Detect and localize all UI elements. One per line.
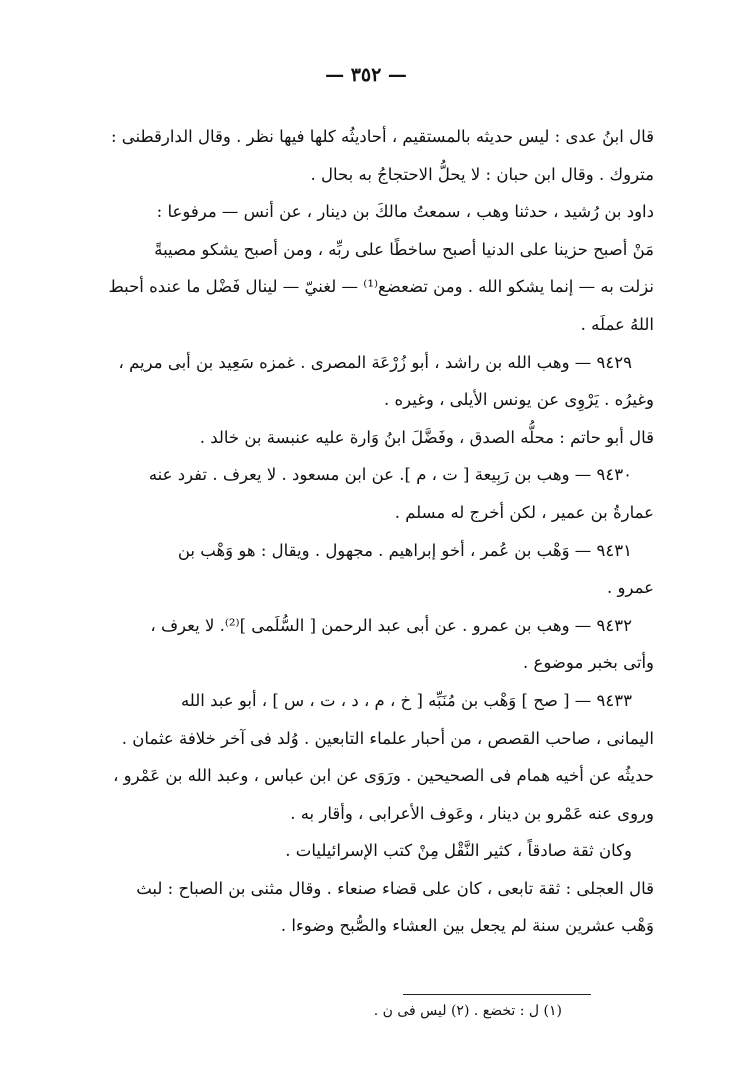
text-line: نزلت به — إنما يشكو الله . ومن تضعضع⁽¹⁾ — لغنيّ — لينال فَضْل ما عنده أحبط: [108, 277, 654, 297]
entry-9432-line: ٩٤٣٢ — وهب بن عمرو . عن أبى عبد الرحمن [ السُّلَمى ]⁽²⁾. لا يعرف ،: [150, 615, 632, 635]
text-line: مَنْ أصبح حزينا على الدنيا أصبح ساخطًا على ربِّه ، ومن أصبح يشكو مصيبةً: [154, 239, 654, 259]
body-text: [99, 118, 654, 945]
text-line: حديثُه عن أخيه همام فى الصحيحين . ورَوَى عن ابن عباس ، وعبد الله بن عَمْرو ،: [113, 766, 654, 786]
text-line: وروى عنه عَمْرو بن دينار ، وعَوف الأعرابى ، وأقار به .: [290, 803, 654, 823]
entry-9429-line: ٩٤٢٩ — وهب الله بن راشد ، أبو زُرْعَة المصرى . غمزه سَعِيد بن أبى مريم ،: [118, 352, 632, 372]
text-line: قال العجلى : ثقة تابعى ، كان على قضاء صنعاء . وقال مثنى بن الصباح : لبث: [136, 878, 654, 898]
entry-9431-line: ٩٤٣١ — وَهْب بن عُمر ، أخو إبراهيم . مجهول . ويقال : هو وَهْب بن: [177, 540, 632, 560]
text-line: داود بن رُشيد ، حدثنا وهب ، سمعتُ مالكَ بن دينار ، عن أنس — مرفوعا :: [156, 202, 654, 222]
text-line: متروك . وقال ابن حبان : لا يحلُّ الاحتجاجُ به بحال .: [310, 164, 654, 184]
text-line: وأتى بخبر موضوع .: [523, 653, 654, 673]
footnote: (١) ل : تخضع . (٢) ليس فى ن .: [373, 1003, 562, 1019]
page-number: — ٣٥٢ —: [325, 64, 407, 86]
text-line: قال ابنُ عدى : ليس حديثه بالمستقيم ، أحاديثُه كلها فيها نظر . وقال الدارقطنى :: [110, 127, 654, 146]
text-line: اللهُ عملَه .: [580, 314, 654, 334]
text-line: عمرو .: [607, 578, 654, 598]
text-line: وغيرُه . يَرْوِى عن يونس الأيلى ، وغيره .: [384, 390, 654, 410]
entry-9430-line: ٩٤٣٠ — وهب بن رَبِيعة [ ت ، م ]. عن ابن مسعود . لا يعرف . تفرد عنه: [148, 465, 632, 485]
entry-9433-line: ٩٤٣٣ — [ صح ] وَهْب بن مُنَبِّه [ خ ، م ، د ، ت ، س ] ، أبو عبد الله: [180, 690, 632, 710]
text-line: وَهْب عشرين سنة لم يجعل بين العشاء والصُّبح وضوءا .: [280, 916, 654, 936]
text-line: قال أبو حاتم : محلُّه الصدق ، وفَضَّلَ ابنُ وَارة عليه عنبسة بن خالد .: [199, 427, 654, 447]
text-line: اليمانى ، صاحب القصص ، من أحبار علماء التابعين . وُلد فى آخر خلافة عثمان .: [121, 728, 654, 748]
text-line: عمارةُ بن عمير ، لكن أخرج له مسلم .: [394, 502, 654, 522]
text-line: وكان ثقة صادقاً ، كثير النَّقْل مِنْ كتب الإسرائيليات .: [285, 841, 632, 861]
footnote-divider: [403, 994, 591, 995]
